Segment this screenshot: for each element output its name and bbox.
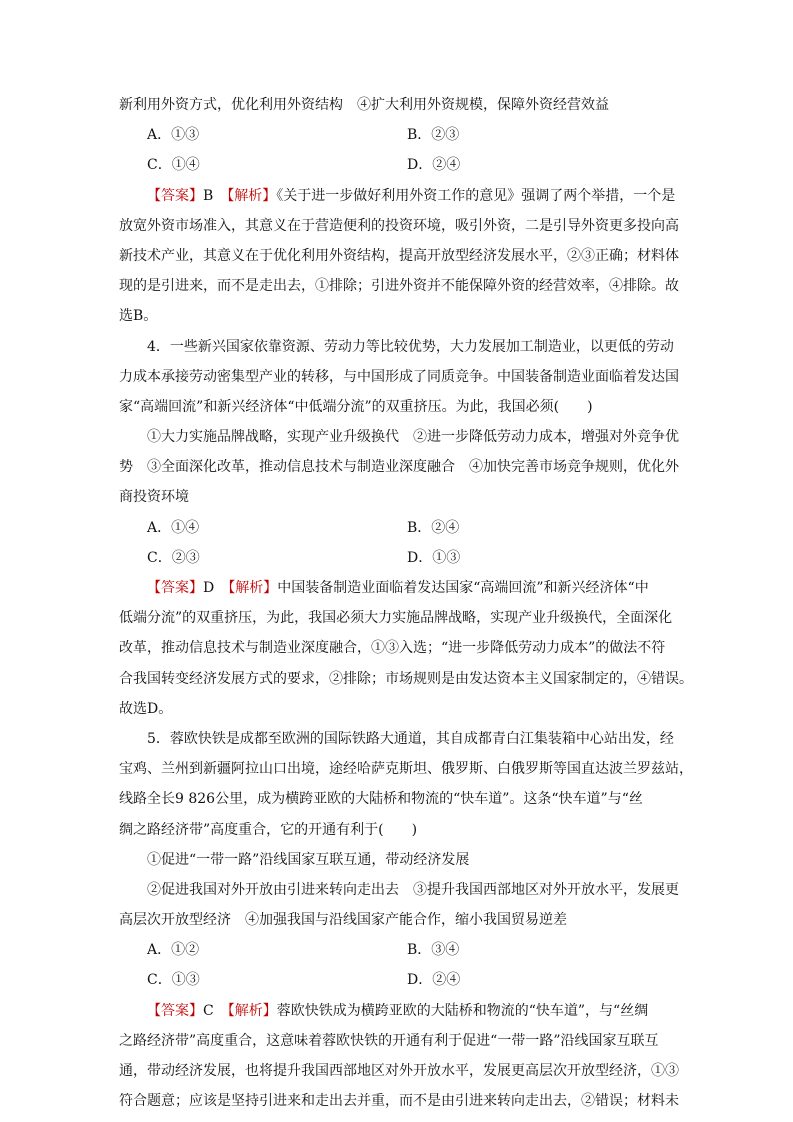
- q5-options-row-2: [119, 965, 677, 995]
- q4-analysis-line: 故选D。: [119, 700, 173, 717]
- q3-option-d: D．②④: [407, 157, 461, 174]
- q4-option-a: A．①④: [147, 519, 200, 536]
- q4-options-row-1: [119, 513, 677, 543]
- q3-analysis-line: 放宽外资市场准入，其意义在于营造便利的投资环境，吸引外资，二是引导外资更多投向高: [119, 217, 679, 234]
- q5-stem-line: 宝鸡、兰州到新疆阿拉山口出境，途经哈萨克斯坦、俄罗斯、白俄罗斯等国直达波兰罗兹站，: [119, 761, 693, 778]
- analysis-tag: 【解析】: [228, 580, 278, 596]
- answer-tag: 【答案】: [147, 187, 203, 204]
- q3-options-row-2: [119, 150, 677, 180]
- q3-option-a: A．①③: [147, 127, 200, 144]
- q4-answer-value: D: [203, 580, 229, 596]
- q3-analysis-line: 新技术产业，其意义在于优化利用外资结构，提高开放型经济发展水平，②③正确；材料体: [119, 247, 679, 264]
- document-body: [119, 90, 693, 1116]
- q4-analysis-line: 低端分流”的双重挤压，为此，我国必须大力实施品牌战略，实现产业升级换代，全面深化: [119, 610, 673, 627]
- q4-analysis-line: 合我国转变经济发展方式的要求，②排除；市场规则是由发达资本主义国家制定的，④错误。: [119, 670, 693, 687]
- q5-stem-line: 绸之路经济带”高度重合，它的开通有利于( ): [119, 821, 418, 838]
- q5-choice-1: ①促进“一带一路”沿线国家互联互通，带动经济发展: [147, 851, 470, 868]
- q5-analysis-line: 通，带动经济发展，也将提升我国西部地区对外开放水平，发展更高层次开放型经济，①③: [119, 1063, 679, 1079]
- q5-analysis-line: 之路经济带”高度重合，这意味着蓉欧快铁的开通有利于促进“一带一路”沿线国家互联互: [119, 1032, 659, 1049]
- q3-analysis-line: 现的是引进来，而不是走出去，①排除；引进外资并不能保障外资的经营效率，④排除。故: [119, 278, 679, 295]
- q3-option-c: C．①④: [147, 157, 200, 174]
- q3-analysis-line: 《关于进一步做好利用外资工作的意见》强调了两个举措，一个是: [276, 187, 676, 204]
- q4-options-row-2: [119, 543, 677, 573]
- q5-option-a: A．①②: [147, 942, 200, 959]
- analysis-tag: 【解析】: [227, 1002, 277, 1019]
- q4-option-c: C．②③: [147, 549, 200, 566]
- q5-analysis-line: 蓉欧快铁成为横跨亚欧的大陆桥和物流的“快车道”，与“丝绸: [276, 1002, 649, 1019]
- q3-answer-line: [119, 181, 677, 211]
- q4-stem-line: 家“高端回流”和新兴经济体“中低端分流”的双重挤压。为此，我国必须( ): [119, 398, 593, 415]
- q5-answer-value: C: [203, 1002, 228, 1019]
- answer-tag: 【答案】: [147, 580, 203, 596]
- q4-choices-line: ①大力实施品牌战略，实现产业升级换代 ②进一步降低劳动力成本，增强对外竞争优: [147, 429, 679, 446]
- q5-option-b: B．③④: [407, 942, 460, 959]
- q4-option-b: B．②④: [407, 519, 460, 536]
- q3-option-b: B．②③: [407, 127, 460, 144]
- q3-analysis-line: 选B。: [119, 308, 158, 325]
- q3-stem-continuation: 新利用外资方式，优化利用外资结构 ④扩大利用外资规模，保障外资经营效益: [119, 97, 609, 113]
- q5-choices-line: 高层次开放型经济 ④加强我国与沿线国家产能合作，缩小我国贸易逆差: [119, 912, 567, 929]
- q4-choices-line: 势 ③全面深化改革，推动信息技术与制造业深度融合 ④加快完善市场竞争规则，优化外: [119, 459, 679, 476]
- q5-option-d: D．②④: [407, 972, 461, 989]
- q4-answer-line: [119, 573, 677, 603]
- q4-stem-line: 力成本承接劳动密集型产业的转移，与中国形成了同质竞争。中国装备制造业面临着发达国: [119, 368, 679, 385]
- q4-choices-line: 商投资环境: [119, 489, 189, 506]
- q4-analysis-line: 中国装备制造业面临着发达国家“高端回流”和新兴经济体“中: [277, 580, 649, 596]
- analysis-tag: 【解析】: [227, 187, 277, 204]
- q3-options-row-1: [119, 120, 677, 150]
- q4-analysis-line: 改革，推动信息技术与制造业深度融合，①③入选；“进一步降低劳动力成本”的做法不符: [119, 640, 666, 657]
- q5-option-c: C．①③: [147, 972, 200, 989]
- q5-analysis-line: 符合题意；应该是坚持引进来和走出去并重，而不是由引进来转向走出去，②错误；材料未: [119, 1093, 679, 1110]
- q5-options-row-1: [119, 935, 677, 965]
- q5-choices-line: ②促进我国对外开放由引进来转向走出去 ③提升我国西部地区对外开放水平，发展更: [147, 881, 679, 898]
- q5-stem-line: 线路全长9 826公里，成为横跨亚欧的大陆桥和物流的“快车道”。这条“快车道”与“丝: [119, 791, 643, 808]
- q4-option-d: D．①③: [407, 549, 461, 566]
- answer-tag: 【答案】: [147, 1002, 203, 1019]
- q5-answer-line: [119, 996, 677, 1026]
- q3-answer-value: B: [203, 187, 228, 204]
- q4-stem-line: 4．一些新兴国家依靠资源、劳动力等比较优势，大力发展加工制造业，以更低的劳动: [147, 338, 674, 355]
- q5-stem-line: 5．蓉欧快铁是成都至欧洲的国际铁路大通道，其自成都青白江集装箱中心站出发，经: [147, 730, 674, 747]
